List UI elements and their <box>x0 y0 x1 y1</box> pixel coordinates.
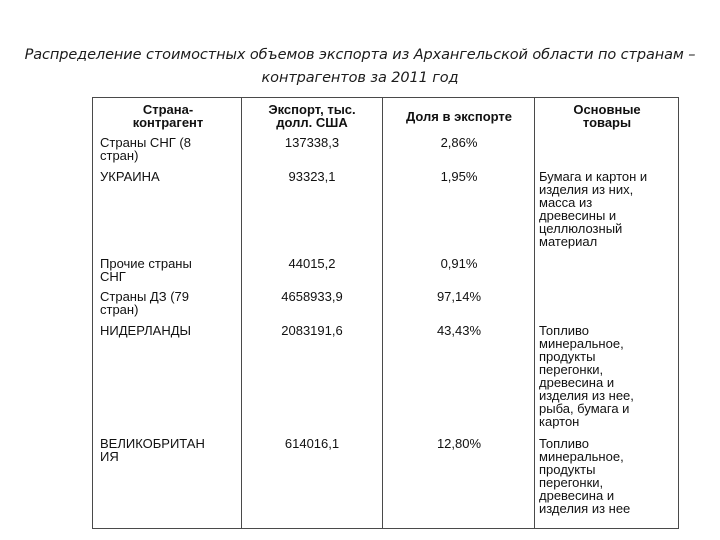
row-uk-share: 12,80% <box>436 436 482 451</box>
header-goods: Основные товары <box>573 102 641 130</box>
header-share: Доля в экспорте <box>406 109 512 124</box>
row-netherlands-country: НИДЕРЛАНДЫ <box>100 323 192 338</box>
row-netherlands-export: 2083191,6 <box>281 323 343 338</box>
column-divider <box>382 98 383 528</box>
header-export: Экспорт, тыс. долл. США <box>268 102 356 130</box>
row-ukraine-country: УКРАИНА <box>100 169 160 184</box>
row-ukraine-export: 93323,1 <box>288 169 336 184</box>
slide-title: Распределение стоимостных объемов экспорта из Архангельской области по странам – контрагентов за 2011 год <box>24 47 696 86</box>
row-uk-goods: Топливо минеральное, продукты перегонки, древесина и изделия из нее <box>539 436 631 516</box>
export-table <box>92 97 679 529</box>
header-country: Страна- контрагент <box>132 102 204 130</box>
row-far-abroad-country: Страны ДЗ (79 стран) <box>100 289 189 317</box>
row-uk-export: 614016,1 <box>284 436 340 451</box>
row-cis-export: 137338,3 <box>284 135 340 150</box>
row-other-cis-country: Прочие страны СНГ <box>100 256 192 284</box>
row-uk-country: ВЕЛИКОБРИТАН ИЯ <box>100 436 205 464</box>
row-netherlands-goods: Топливо минеральное, продукты перегонки, древесина и изделия из нее, рыба, бумага и картон <box>539 323 634 429</box>
column-divider <box>534 98 535 528</box>
row-ukraine-goods: Бумага и картон и изделия из них, масса из древесины и целлюлозный материал <box>539 169 648 249</box>
row-cis-country: Страны СНГ (8 стран) <box>100 135 191 163</box>
row-netherlands-share: 43,43% <box>436 323 482 338</box>
row-far-abroad-export: 4658933,9 <box>281 289 343 304</box>
row-cis-share: 2,86% <box>440 135 478 150</box>
row-ukraine-share: 1,95% <box>440 169 478 184</box>
row-far-abroad-share: 97,14% <box>436 289 482 304</box>
column-divider <box>241 98 242 528</box>
row-other-cis-share: 0,91% <box>440 256 478 271</box>
row-other-cis-export: 44015,2 <box>288 256 336 271</box>
